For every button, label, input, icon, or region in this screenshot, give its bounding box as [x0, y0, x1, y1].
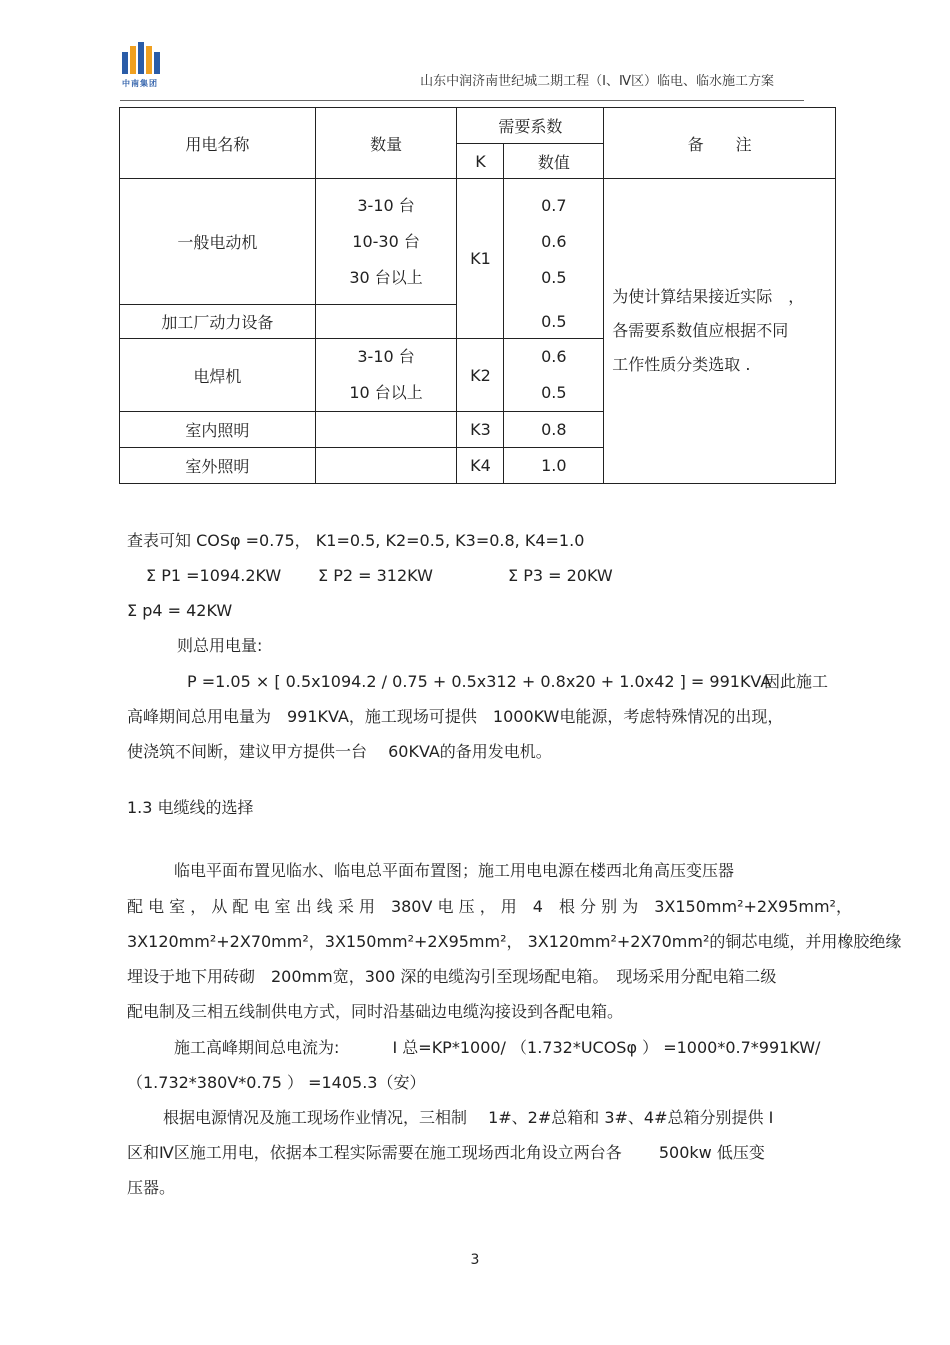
para1-line2: 高峰期间总用电量为 991KVA，施工现场可提供 1000KW电能源，考虑特殊情况的出现，	[127, 707, 784, 726]
k1-cell: K1	[457, 179, 504, 339]
para2-line5: 配电制及三相五线制供电方式，同时沿基础边电缆沟接设到各配电箱。	[127, 1002, 624, 1021]
value-line: 0.6	[541, 231, 567, 251]
company-logo	[112, 40, 168, 96]
value-line: 0.7	[541, 195, 567, 215]
sum-p4: Σ p4 = 42KW	[127, 601, 233, 620]
sum-p3: Σ P3 = 20KW	[508, 566, 613, 585]
k3-cell: K3	[457, 412, 504, 448]
qty-line: 3-10 台	[357, 195, 415, 215]
header-name: 用电名称	[120, 108, 316, 179]
para2-line2: 配 电 室 ， 从 配 电 室 出 线 采 用 380V 电 压 ， 用 4 根 分 别 为 3X150mm²+2X95mm²，	[127, 897, 852, 916]
header-k: K	[457, 144, 504, 179]
para2-line1: 临电平面布置见临水、临电总平面布置图；施工用电电源在楼西北角高压变压器	[174, 861, 735, 880]
lookup-line: 查表可知 COSφ =0.75， K1=0.5, K2=0.5, K3=0.8, K4=1.0	[127, 531, 585, 550]
note-line: 为使计算结果接近实际 ，	[612, 287, 805, 306]
row-welder-values	[504, 339, 604, 412]
header-title: 山东中润济南世纪城二期工程（Ⅰ、Ⅳ区）临电、临水施工方案	[420, 74, 774, 89]
para1-line3: 使浇筑不间断，建议甲方提供一台 60KVA的备用发电机。	[127, 742, 552, 761]
header-note: 备 注	[604, 108, 836, 179]
row-motor-qty	[315, 179, 457, 305]
total-formula: P =1.05 × [ 0.5x1094.2 / 0.75 + 0.5x312 + 0.8x20 + 1.0x42 ] = 991KVA	[187, 672, 772, 691]
para2-line4: 埋设于地下用砖砌 200mm宽，300 深的电缆沟引至现场配电箱。 现场采用分配电箱二级	[127, 967, 777, 986]
row-outdoor-qty	[315, 448, 457, 484]
row-outdoor-name: 室外照明	[120, 448, 316, 484]
row-motor-values	[504, 179, 604, 305]
row-indoor-name: 室内照明	[120, 412, 316, 448]
qty-line: 3-10 台	[357, 347, 415, 366]
section-heading: 1.3 电缆线的选择	[127, 798, 254, 817]
row-plant-qty	[315, 305, 457, 339]
value-line: 0.5	[541, 267, 567, 287]
logo-text: 中南集团	[122, 79, 158, 88]
sum-p1: Σ P1 =1094.2KW	[146, 566, 282, 585]
qty-line: 10-30 台	[352, 231, 420, 251]
page-number: 3	[470, 1252, 480, 1268]
total-label: 则总用电量:	[177, 636, 263, 655]
row-motor-name: 一般电动机	[120, 179, 316, 305]
para3-line1: 施工高峰期间总电流为: I 总=KP*1000/ （1.732*UCOSφ ） =1000*0.7*991KW/	[174, 1038, 821, 1057]
header-qty: 数量	[315, 108, 457, 179]
demand-factor-table	[119, 107, 836, 484]
header-factor: 需要系数	[457, 108, 604, 144]
note-line: 工作性质分类选取 .	[612, 355, 751, 374]
row-indoor-qty	[315, 412, 457, 448]
para4-line1: 根据电源情况及施工现场作业情况，三相制 1#、2#总箱和 3#、4#总箱分别提供 Ⅰ	[163, 1108, 774, 1127]
header-value: 数值	[504, 144, 604, 179]
qty-line: 10 台以上	[349, 383, 423, 402]
row-outdoor-value: 1.0	[504, 448, 604, 484]
row-indoor-value: 0.8	[504, 412, 604, 448]
para3-line2: （1.732*380V*0.75 ） =1405.3（安）	[127, 1073, 426, 1092]
para2-line3: 3X120mm²+2X70mm²，3X150mm²+2X95mm²， 3X120mm²+2X70mm²的铜芯电缆，并用橡胶绝缘	[127, 932, 902, 951]
row-welder-qty	[315, 339, 457, 412]
k2-cell: K2	[457, 339, 504, 412]
value-line: 0.6	[541, 347, 567, 366]
formula-tail: 因此施工	[764, 672, 829, 691]
value-line: 0.5	[541, 383, 567, 402]
qty-line: 30 台以上	[349, 267, 423, 287]
row-plant-value: 0.5	[504, 305, 604, 339]
para4-line2: 区和Ⅳ区施工用电，依据本工程实际需要在施工现场西北角设立两台各 500kw 低压变	[127, 1143, 765, 1162]
note-cell	[604, 179, 836, 484]
logo-mark-icon	[112, 40, 168, 80]
para4-line3: 压器。	[127, 1178, 176, 1197]
row-welder-name: 电焊机	[120, 339, 316, 412]
sum-p2: Σ P2 = 312KW	[318, 566, 433, 585]
row-plant-name: 加工厂动力设备	[120, 305, 316, 339]
header-divider	[120, 100, 804, 101]
k4-cell: K4	[457, 448, 504, 484]
note-line: 各需要系数值应根据不同	[612, 321, 789, 340]
